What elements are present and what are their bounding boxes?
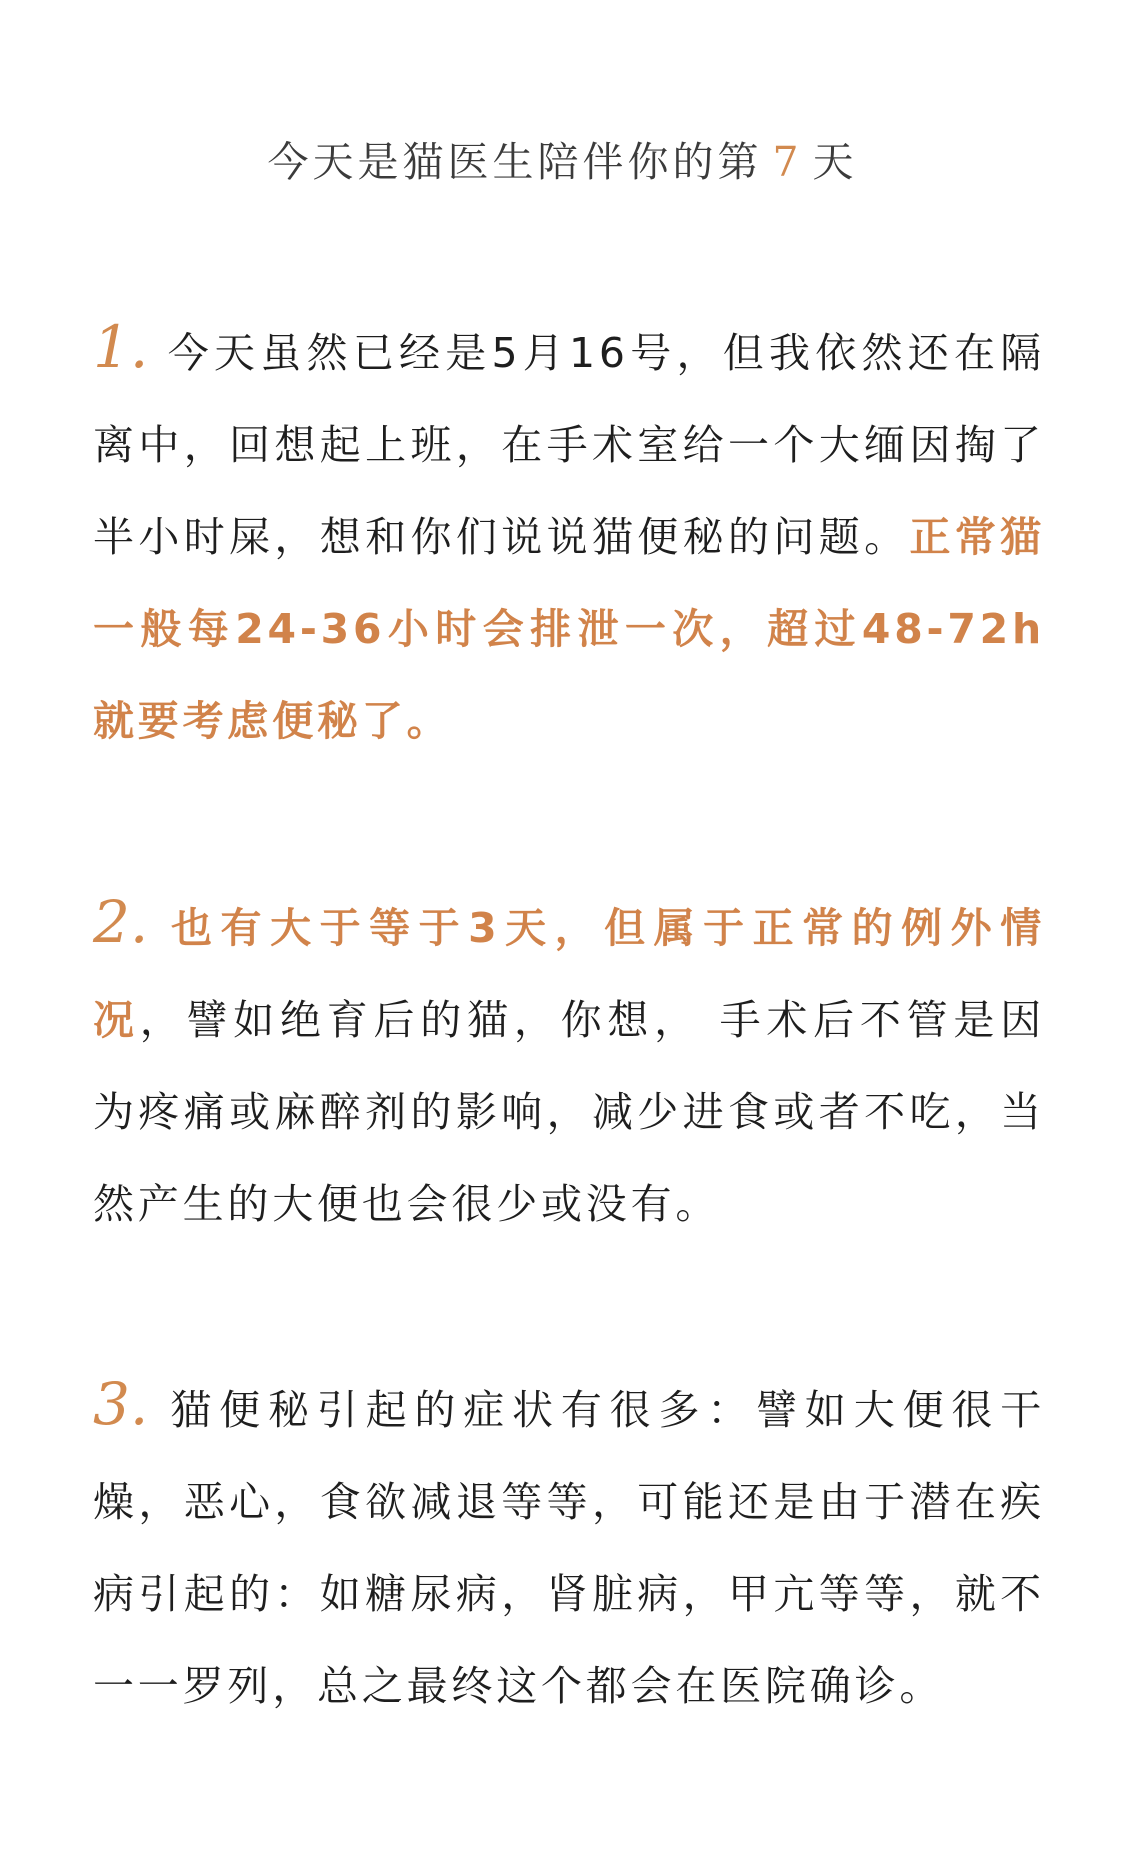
paragraph-2-text: ，譬如绝育后的猫，你想， 手术后不管是因为疼痛或麻醉剂的影响，减少进食或者不吃，当然产生的大便也会很少或没有。 [93, 996, 1045, 1228]
paragraph-1-text: 今天虽然已经是5月16号，但我依然还在隔离中，回想起上班，在手术室给一个大缅因掏了半小时屎，想和你们说说猫便秘的问题。 [93, 329, 1045, 561]
paragraph-1-highlight: 正常猫一般每24-36小时会排泄一次，超过48-72h就要考虑便秘了。 [93, 513, 1045, 745]
paragraph-3-text: 猫便秘引起的症状有很多：譬如大便很干燥，恶心，食欲减退等等，可能还是由于潜在疾病引起的：如糖尿病，肾脏病，甲亢等等，就不一一罗列，总之最终这个都会在医院确诊。 [93, 1386, 1045, 1710]
paragraph-3 [93, 1358, 1045, 1732]
paragraph-number-2: 2. [93, 888, 149, 956]
paragraph-number-3: 3. [93, 1370, 149, 1438]
paragraph-2-highlight: 也有大于等于3天，但属于正常的例外情况 [93, 904, 1045, 1044]
paragraph-2 [93, 876, 1045, 1250]
day-counter-header [0, 132, 1125, 192]
header-prefix: 今天是猫医生陪伴你的第 [267, 138, 763, 186]
header-suffix: 天 [812, 138, 858, 186]
paragraph-1 [93, 301, 1045, 767]
day-number: 7 [772, 138, 803, 186]
paragraph-number-1: 1. [93, 313, 149, 381]
